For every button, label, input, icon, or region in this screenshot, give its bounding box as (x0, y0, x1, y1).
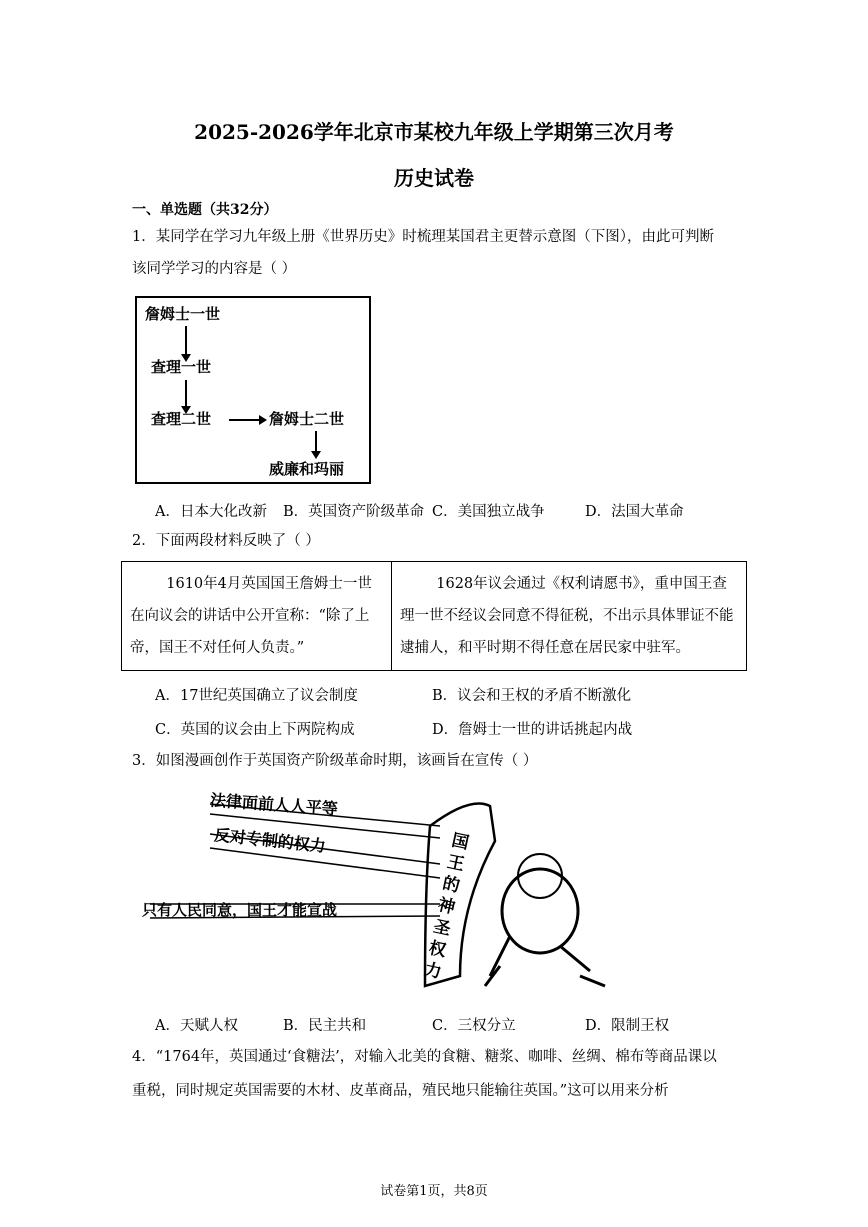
q4-line2: 重税，同时规定英国需要的木材、皮革商品，殖民地只能输往英国。”这可以用来分析 (132, 1083, 669, 1099)
q2-material-left: 1610年4月英国国王詹姆士一世在向议会的讲话中公开宣称：“除了上帝，国王不对任何人负责。” (122, 562, 392, 671)
cartoon-arrow-label: 只有人民同意，国王才能宣战 (142, 901, 338, 919)
q1-diagram (135, 296, 371, 484)
q1-line2: 该同学学习的内容是（ ） (132, 261, 297, 277)
q4-line1: 4．“1764年，英国通过‘食糖法’，对输入北美的食糖、糖浆、咖啡、丝绸、棉布等商品课以 (132, 1049, 717, 1065)
diagram-node: 威廉和玛丽 (269, 460, 345, 478)
arrow-down-icon (185, 380, 187, 408)
q2-material-right: 1628年议会通过《权利请愿书》，重申国王查理一世不经议会同意不得征税，不出示具体罪证不能逮捕人，和平时期不得任意在居民家中驻军。 (392, 562, 747, 671)
arrow-down-icon (185, 326, 187, 356)
cartoon-shield-label: 国王的神圣权力 (422, 830, 471, 983)
cartoon-arrow-label: 反对专制的权力 (213, 825, 327, 856)
q2-option-d: D．詹姆士一世的讲话挑起内战 (432, 722, 633, 738)
q1-option-a: A．日本大化改新 (155, 504, 267, 520)
diagram-node: 詹姆士一世 (145, 305, 221, 323)
q1-line1: 1．某同学在学习九年级上册《世界历史》时梳理某国君主更替示意图（下图），由此可判断 (132, 229, 714, 245)
q3-stem: 3．如图漫画创作于英国资产阶级革命时期，该画旨在宣传（ ） (132, 753, 538, 769)
cartoon-drawing (140, 786, 620, 996)
exam-title: 2025-2026学年北京市某校九年级上学期第三次月考 (194, 120, 674, 144)
q1-option-b: B．英国资产阶级革命 (283, 504, 425, 520)
q1-option-c: C．美国独立战争 (432, 504, 545, 520)
diagram-node: 查理一世 (151, 358, 212, 376)
q3-option-b: B．民主共和 (283, 1018, 367, 1034)
q2-option-b: B．议会和王权的矛盾不断激化 (432, 688, 632, 704)
section-heading: 一、单选题（共32分） (132, 202, 278, 218)
q3-cartoon (140, 786, 620, 996)
arrowhead-icon (259, 415, 267, 425)
exam-subtitle: 历史试卷 (394, 166, 474, 190)
page-footer: 试卷第1页，共8页 (380, 1184, 488, 1199)
q3-option-d: D．限制王权 (585, 1018, 670, 1034)
q1-option-d: D．法国大革命 (585, 504, 684, 520)
q3-option-c: C．三权分立 (432, 1018, 516, 1034)
q3-option-a: A．天赋人权 (155, 1018, 238, 1034)
arrow-right-icon (229, 419, 261, 421)
q2-stem: 2．下面两段材料反映了（ ） (132, 533, 320, 549)
arrow-down-icon (315, 431, 317, 453)
q2-option-c: C．英国的议会由上下两院构成 (155, 722, 355, 738)
diagram-node: 查理二世 (151, 410, 212, 428)
q2-option-a: A．17世纪英国确立了议会制度 (155, 688, 358, 704)
cartoon-arrow-label: 法律面前人人平等 (209, 790, 339, 819)
q2-material-table (121, 561, 747, 671)
diagram-node: 詹姆士二世 (269, 410, 345, 428)
